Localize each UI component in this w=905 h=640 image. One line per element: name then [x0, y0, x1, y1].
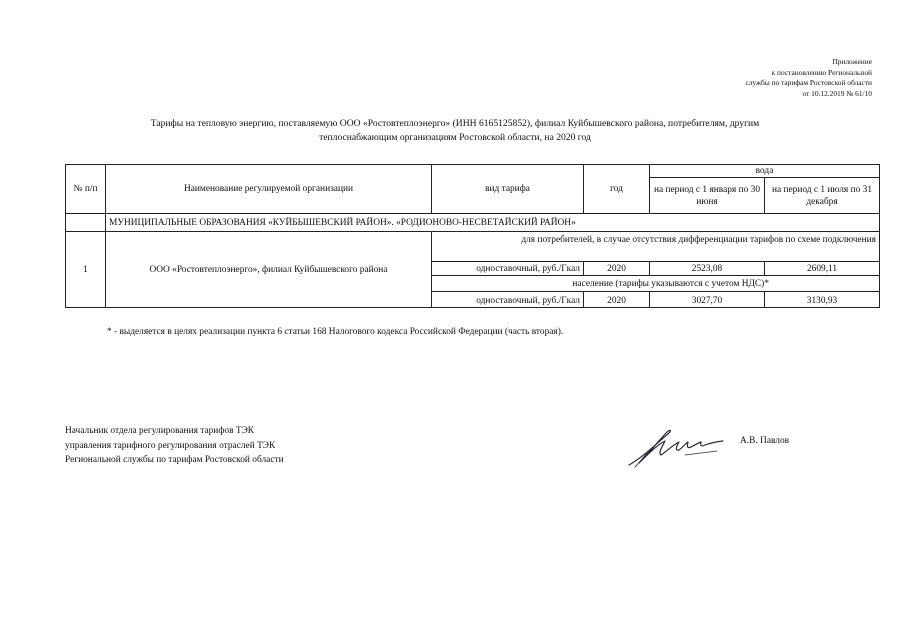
header-period-2: на период с 1 июля по 31 декабря	[765, 178, 880, 214]
org-name: ООО «Ростовтеплоэнерго», филиал Куйбышевского района	[106, 232, 432, 308]
appendix-line-3: службы по тарифам Ростовской области	[745, 78, 872, 88]
group-2-tariff-type: одноставочный, руб./Гкал	[432, 292, 584, 308]
group-1-tariff-type: одноставочный, руб./Гкал	[432, 262, 584, 276]
group-1-year: 2020	[584, 262, 650, 276]
header-year: год	[584, 165, 650, 214]
header-org: Наименование регулируемой организации	[106, 165, 432, 214]
document-title	[60, 117, 850, 145]
group-2-period-1: 3027,70	[650, 292, 765, 308]
signer-line-3: Региональной службы по тарифам Ростовской области	[65, 455, 284, 465]
signer-title	[65, 424, 284, 468]
title-line-2: теплоснабжающим организациям Ростовской области, на 2020 год	[319, 132, 591, 143]
title-line-1: Тарифы на тепловую энергию, поставляемую ООО «Ростовтеплоэнерго» (ИНН 6165125852), филиал Куйбышевского района, потребителям, другим	[150, 118, 760, 129]
appendix-line-4: от 10.12.2019 № 61/10	[802, 88, 872, 98]
header-tariff-type: вид тарифа	[432, 165, 584, 214]
header-period-1: на период с 1 января по 30 июня	[650, 178, 765, 214]
row-num: 1	[66, 232, 106, 308]
appendix-line-1: Приложение	[832, 57, 872, 66]
header-water: вода	[650, 165, 880, 178]
tariff-table	[65, 164, 880, 308]
appendix-line-2: к постановлению Региональной	[771, 67, 872, 77]
group-2-period-2: 3130,93	[765, 292, 880, 308]
group-1-label: для потребителей, в случае отсутствия дифференциации тарифов по схеме подключения	[432, 232, 880, 262]
group-1-period-2: 2609,11	[765, 262, 880, 276]
footnote: * - выделяется в целях реализации пункта 6 статьи 168 Налогового кодекса Российской Федерации (часть вторая).	[107, 327, 564, 337]
municipality-num-cell	[66, 214, 106, 232]
signer-line-1: Начальник отдела регулирования тарифов ТЭК	[65, 426, 255, 436]
municipality-row: МУНИЦИПАЛЬНЫЕ ОБРАЗОВАНИЯ «КУЙБЫШЕВСКИЙ РАЙОН». «РОДИОНОВО-НЕСВЕТАЙСКИЙ РАЙОН»	[106, 214, 880, 232]
group-2-label: население (тарифы указываются с учетом НДС)*	[432, 276, 880, 292]
appendix-header	[652, 57, 872, 99]
group-1-period-1: 2523,08	[650, 262, 765, 276]
group-2-year: 2020	[584, 292, 650, 308]
header-num: № п/п	[66, 165, 106, 214]
signature-image	[625, 425, 729, 471]
signer-name: А.В. Павлов	[740, 436, 790, 446]
signer-line-2: управления тарифного регулирования отраслей ТЭК	[65, 440, 276, 451]
